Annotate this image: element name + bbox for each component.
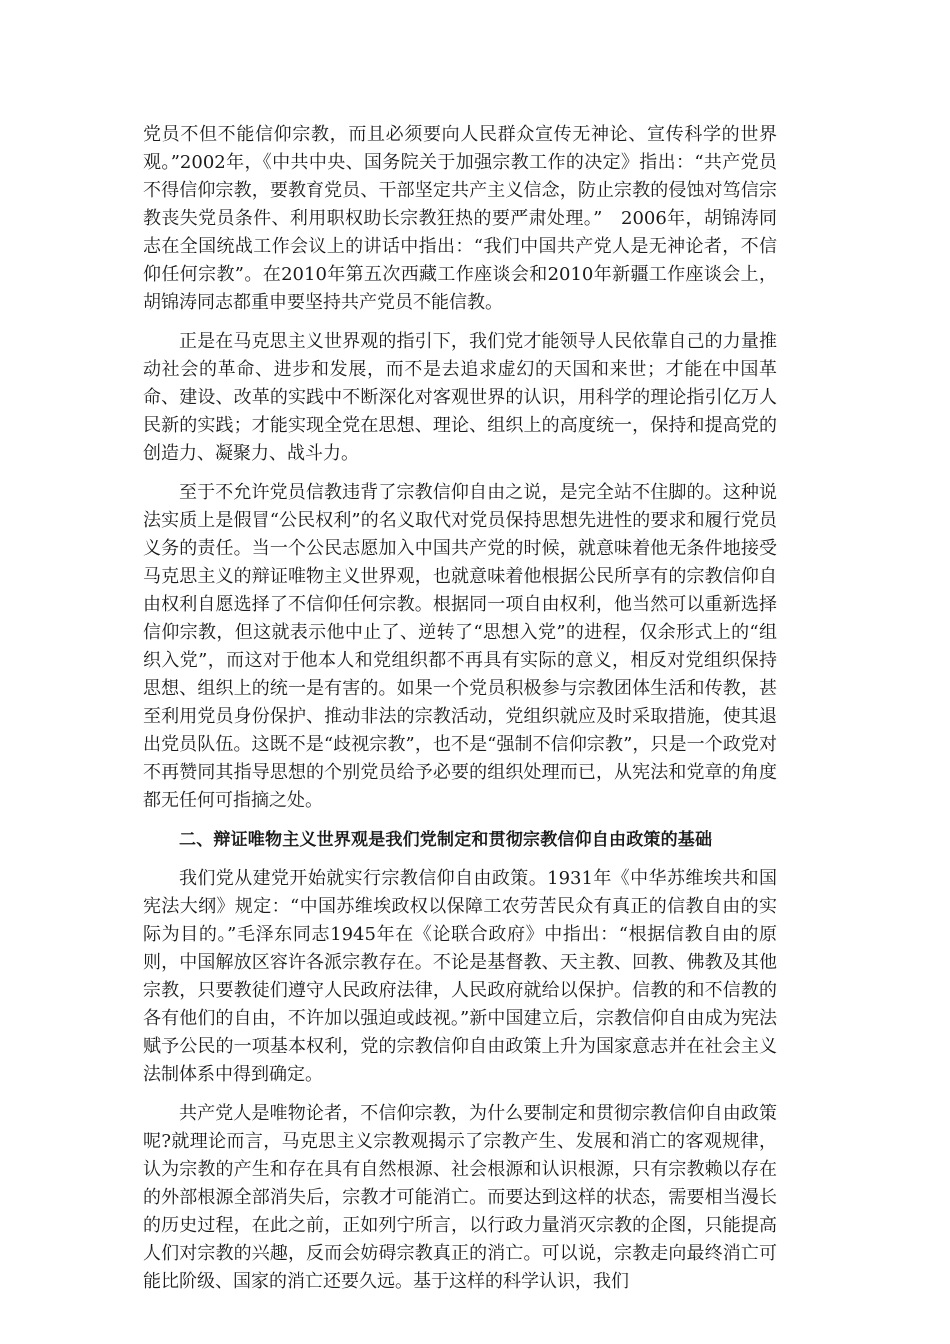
paragraph: 我们党从建党开始就实行宗教信仰自由政策。1931年《中华苏维埃共和国宪法大纲》规定：“中国苏维埃政权以保障工农劳苦民众有真正的信教自由的实际为目的。”毛泽东同志1945年在《论联合政府》中指出：“根据信教自由的原则，中国解放区容许各派宗教存在。不论是基督教、天主教、回教、佛教及其他宗教，只要教徒们遵守人民政府法律，人民政府就给以保护。信教的和不信教的各有他们的自由，不许加以强迫或歧视。”新中国建立后，宗教信仰自由成为宪法赋予公民的一项基本权利，党的宗教信仰自由政策上升为国家意志并在社会主义法制体系中得到确定。 (143, 868, 777, 1085)
document-body (143, 121, 777, 1307)
paragraph: 正是在马克思主义世界观的指引下，我们党才能领导人民依靠自己的力量推动社会的革命、进步和发展，而不是去追求虚幻的天国和来世；才能在中国革命、建设、改革的实践中不断深化对客观世界的认识，用科学的理论指引亿万人民新的实践；才能实现全党在思想、理论、组织上的高度统一，保持和提高党的创造力、凝聚力、战斗力。 (143, 331, 777, 464)
paragraph: 共产党人是唯物论者，不信仰宗教，为什么要制定和贯彻宗教信仰自由政策呢?就理论而言，马克思主义宗教观揭示了宗教产生、发展和消亡的客观规律，认为宗教的产生和存在具有自然根源、社会根源和认识根源，只有宗教赖以存在的外部根源全部消失后，宗教才可能消亡。而要达到这样的状态，需要相当漫长的历史过程，在此之前，正如列宁所言，以行政力量消灭宗教的企图，只能提高人们对宗教的兴趣，反而会妨碍宗教真正的消亡。可以说，宗教走向最终消亡可能比阶级、国家的消亡还要久远。基于这样的科学认识，我们 (143, 1103, 777, 1292)
paragraph-continued: 党员不但不能信仰宗教，而且必须要向人民群众宣传无神论、宣传科学的世界观。”2002年，《中共中央、国务院关于加强宗教工作的决定》指出：“共产党员不得信仰宗教，要教育党员、干部坚定共产主义信念，防止宗教的侵蚀对笃信宗教丧失党员条件、利用职权助长宗教狂热的要严肃处理。” 2006年，胡锦涛同志在全国统战工作会议上的讲话中指出：“我们中国共产党人是无神论者，不信仰任何宗教”。在2010年第五次西藏工作座谈会和2010年新疆工作座谈会上，胡锦涛同志都重申要坚持共产党员不能信教。 (143, 124, 777, 313)
section-heading: 二、辩证唯物主义世界观是我们党制定和贯彻宗教信仰自由政策的基础 (179, 830, 713, 850)
paragraph: 至于不允许党员信教违背了宗教信仰自由之说，是完全站不住脚的。这种说法实质上是假冒“公民权利”的名义取代对党员保持思想先进性的要求和履行党员义务的责任。当一个公民志愿加入中国共产党的时候，就意味着他无条件地接受马克思主义的辩证唯物主义世界观，也就意味着他根据公民所享有的宗教信仰自由权利自愿选择了不信仰任何宗教。根据同一项自由权利，他当然可以重新选择信仰宗教，但这就表示他中止了、逆转了“思想入党”的进程，仅余形式上的“组织入党”，而这对于他本人和党组织都不再具有实际的意义，相反对党组织保持思想、组织上的统一是有害的。如果一个党员积极参与宗教团体生活和传教，甚至利用党员身份保护、推动非法的宗教活动，党组织就应及时采取措施，使其退出党员队伍。这既不是“歧视宗教”，也不是“强制不信仰宗教”，只是一个政党对不再赞同其指导思想的个别党员给予必要的组织处理而已，从宪法和党章的角度都无任何可指摘之处。 (143, 482, 777, 811)
